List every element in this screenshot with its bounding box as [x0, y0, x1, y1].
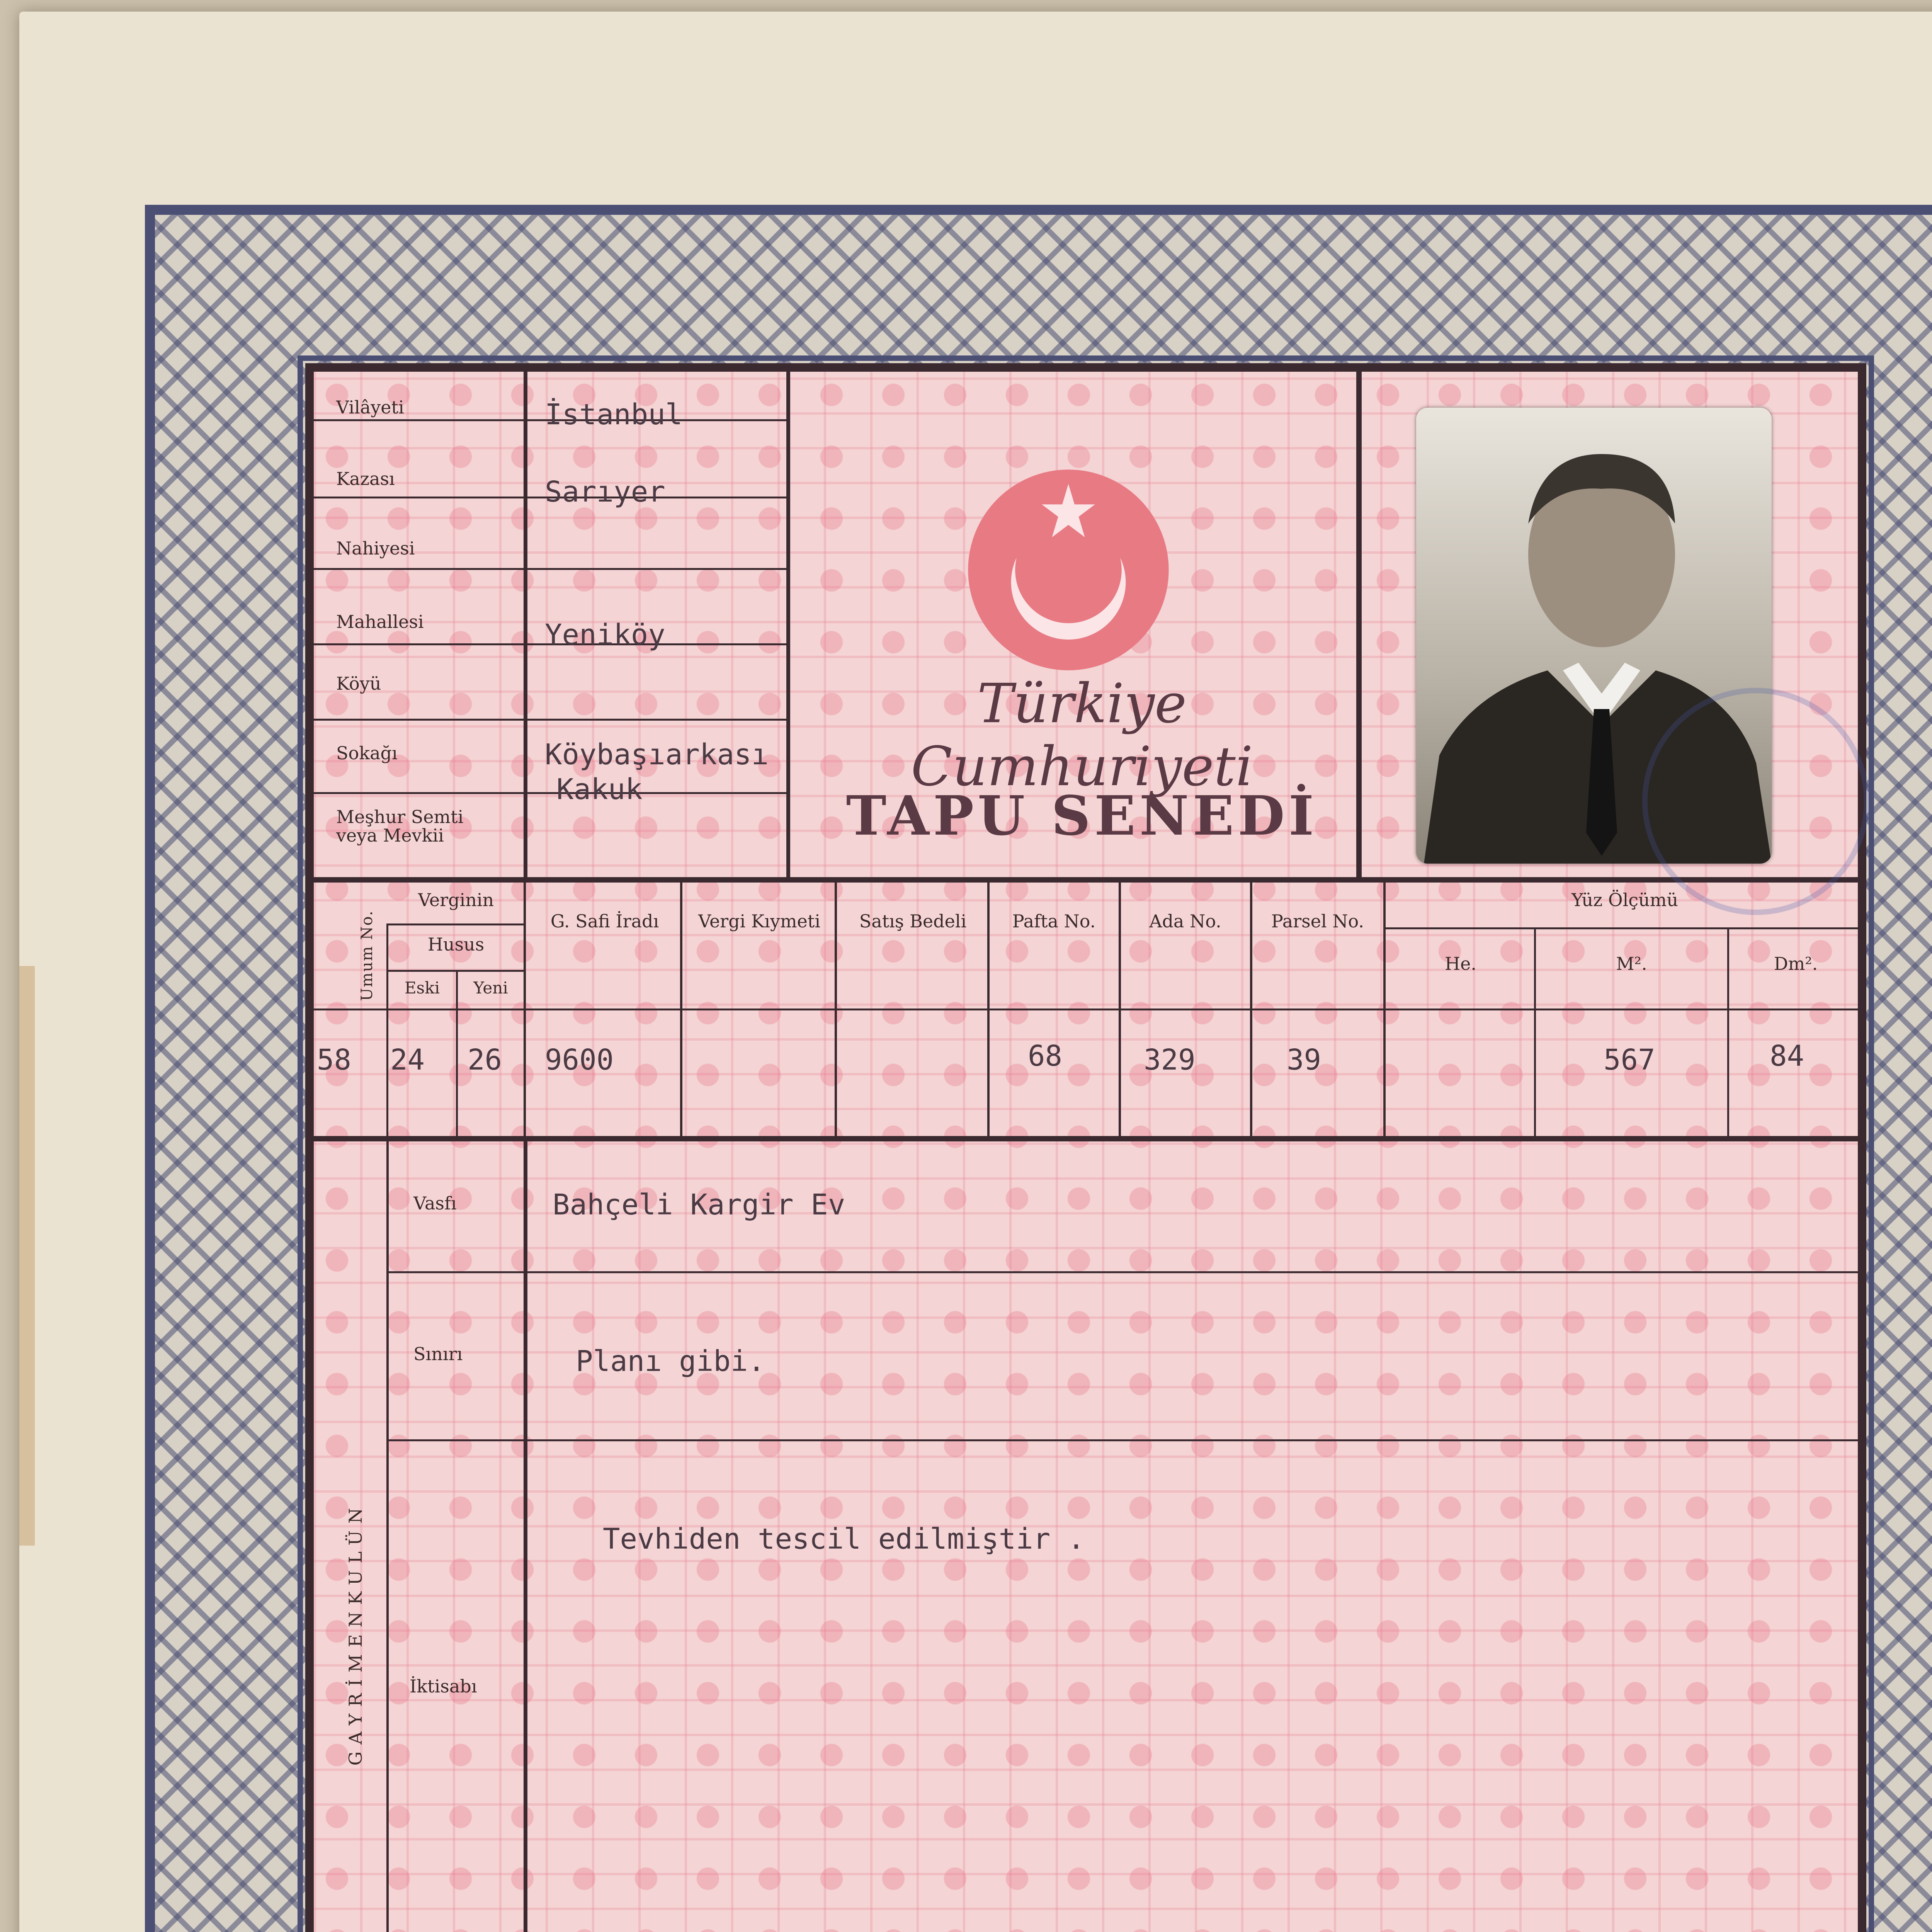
crescent-star-emblem-icon [966, 468, 1171, 672]
value-vasfi: Bahçeli Kargir Ev [553, 1188, 845, 1221]
divider [524, 881, 526, 1140]
header-ada-no: Ada No. [1149, 911, 1221, 932]
label-vilayet: Vilâyeti [336, 397, 404, 418]
rule [314, 568, 786, 570]
value-sokak-1: Köybaşıarkası [545, 738, 769, 771]
header-yuz-olcumu: Yüz Ölçümü [1571, 889, 1678, 910]
label-vasfi: Vasfı [413, 1193, 457, 1214]
value-g-safi-iradi: 9600 [545, 1043, 614, 1077]
value-m2: 567 [1604, 1043, 1655, 1077]
title-line1: Türkiye Cumhuriyeti [911, 672, 1253, 798]
label-mahalle: Mahallesi [336, 611, 424, 632]
rule [314, 719, 786, 721]
divider [386, 923, 388, 1140]
value-ada: 329 [1144, 1043, 1196, 1077]
header-dm2: Dm². [1774, 953, 1818, 974]
side-label-gayrimenkul: GAYRİMENKULÜN [345, 1501, 366, 1766]
divider [386, 1140, 389, 1932]
value-yeni: 26 [468, 1043, 502, 1077]
value-mahalle: Yeniköy [545, 618, 665, 651]
value-eski: 24 [390, 1043, 425, 1077]
header-parsel-no: Parsel No. [1271, 911, 1364, 932]
header-vergi-kiymeti: Vergi Kıymeti [698, 911, 821, 932]
rule-thick [314, 877, 1863, 883]
value-sokak-2: Kakuk [556, 773, 643, 806]
value-kaza: Sarıyer [545, 475, 665, 509]
label-sokak: Sokağı [336, 743, 398, 764]
header-eski: Eski [404, 978, 440, 997]
label-koy: Köyü [336, 673, 381, 694]
value-umum: 58 [317, 1043, 352, 1077]
rule [1383, 927, 1863, 929]
header-m2: M². [1616, 953, 1647, 974]
rule [386, 1271, 1863, 1273]
paper-edge-stain [19, 966, 35, 1546]
header-yeni: Yeni [473, 978, 508, 997]
label-siniri: Sınırı [413, 1344, 463, 1364]
header-satis-bedeli: Satış Bedeli [859, 911, 967, 932]
label-nahiye: Nahiyesi [336, 538, 415, 559]
header-he: He. [1445, 953, 1476, 974]
label-kaza: Kazası [336, 468, 395, 489]
divider [680, 881, 682, 1140]
label-mevki: Meşhur Semti veya Mevkii [336, 806, 464, 846]
value-dm2: 84 [1770, 1039, 1804, 1073]
rule [314, 792, 786, 794]
value-vilayet: İstanbul [545, 398, 683, 431]
value-pafta: 68 [1028, 1039, 1063, 1073]
rule [386, 923, 526, 925]
divider [1356, 371, 1362, 877]
divider [524, 1140, 527, 1932]
value-siniri: Planı gibi. [576, 1345, 765, 1378]
value-parsel: 39 [1287, 1043, 1321, 1077]
rule [386, 1439, 1863, 1441]
divider [786, 371, 790, 877]
rule [314, 1009, 1863, 1010]
rule-thick [314, 1136, 1863, 1141]
label-iktisabi: İktisabı [410, 1676, 477, 1697]
header-umum-no: Umum No. [358, 910, 376, 1001]
header-g-safi-iradi: G. Safi İradı [550, 911, 659, 932]
faint-stamp [1642, 688, 1869, 915]
value-iktisabi: Tevhiden tescil edilmiştir . [603, 1522, 1085, 1556]
header-husus: Husus [427, 934, 485, 955]
divider [835, 881, 837, 1140]
header-verginin: Verginin [418, 889, 494, 910]
divider [1383, 881, 1386, 1140]
divider [524, 371, 527, 877]
header-pafta-no: Pafta No. [1012, 911, 1096, 932]
title-line2: TAPU SENEDİ [846, 784, 1318, 848]
